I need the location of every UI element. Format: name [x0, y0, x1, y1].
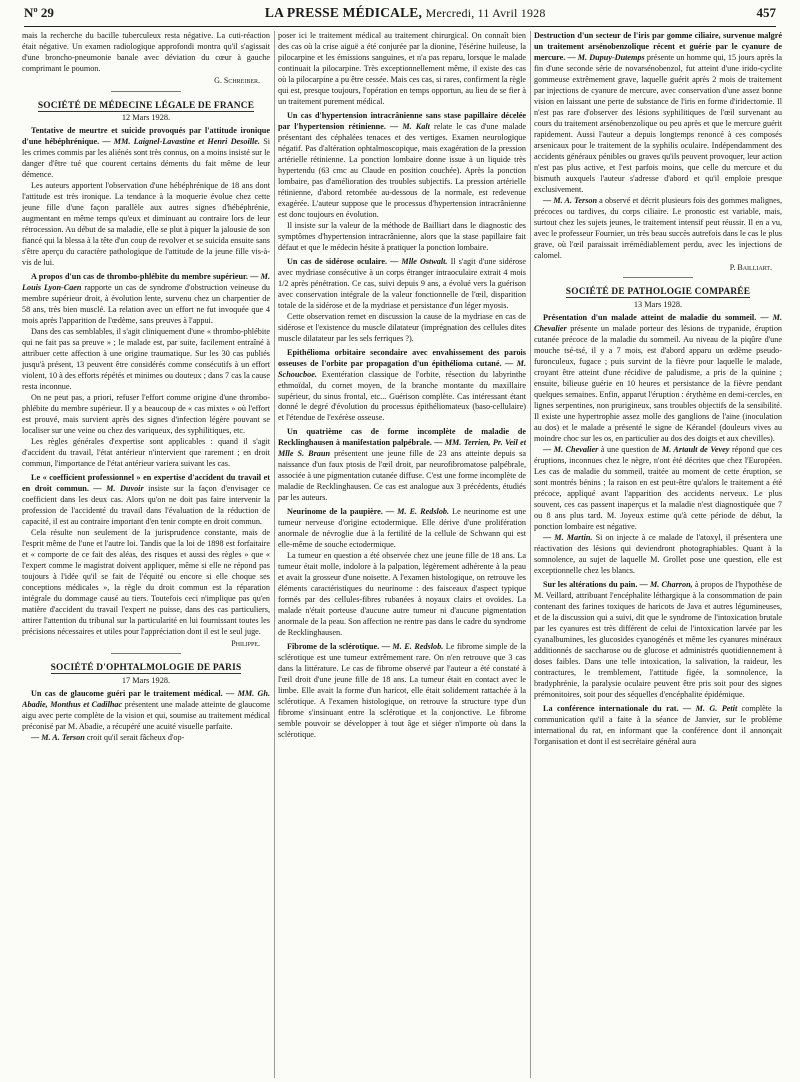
article — [534, 580, 782, 701]
article-text: à propos de l'hypothèse de M. Veillard, attribuant l'encéphalite léthargique à la consommation de pain contenant des farines toxiques de haricots de Java et autres légumineuses, et de la discussion qui a suivi, dit que le syndrome de l'intoxication brutale par les cyanures est très différent de celui de l'intoxication larvée par les cyanalbumines, les glucosides cyanogénés et même les cyanures minéraux additionnés de saccharose ou de glucose et administrés quotidiennement à doses faibles. Dans une telle intoxication, la salivation, la raideur, les contractures, le tremblement, l'attitude figée, la somnolence, la bradyphrénie, la paralysie oculaire peuvent être pris soit pour des signes prémonitoires, soit pour des séquelles d'encéphalite épidémique. — [534, 579, 782, 699]
article — [278, 507, 526, 551]
paragraph: — M. Chevalier à une question de M. Artault de Vevey répond que ces éruptions, inconnues chez le nègre, n'ont été décrites que chez l'Européen. Les cas de maladie du sommeil, traitée au moment de cette éruption, se sont montrés bénins ; la raison en est peut-être qu'alors le traitement a été précoce, appliqué avant l'apparition des accidents nerveux. Le plus souvent, ces cas passent inaperçus et la maladie n'est diagnostiquée que 7 ou 8 ans plus tard. M. Joyeux estime qu'à cette période de début, la ponction lombaire est négative. — [534, 444, 782, 531]
section-date: 17 Mars 1928. — [121, 676, 171, 686]
article-text: rapporte un cas de syndrome d'obstruction veineuse du membre supérieur droit, à évolution lente, survenu chez un charpentier de 58 ans, très bien musclé. La relation avec un effort ne fut invoquée que 4 mois après l'apparition de l'œdème, sans preuves à l'appui. — [22, 283, 270, 326]
article — [534, 31, 782, 196]
page-header — [24, 0, 776, 27]
article-columns — [22, 31, 782, 1078]
paragraph: mais la recherche du bacille tuberculeux resta négative. La cuti-réaction était négative. Un examen radiologique approfondi montra qu'il s'agissait d'une broncho-pneumonie banale avec déviation du cœur à gauche comprimant le poumon. — [22, 31, 270, 73]
section-date: 12 Mars 1928. — [121, 113, 171, 123]
article-authors: — MM. Terrien, Pr. Veil et Mlle S. Braun — [278, 438, 526, 459]
article-text: Exentération classique de l'orbite, résection du labyrinthe ethmoïdal, du cornet moyen, de la branche montante du maxillaire supérieur, du sinus frontal, etc... Guérison complète. Cas intéressant étant donné le degré d'évolution du processus épithéliomateux (baso-cellulaire) et l'étendue de l'exérèse osseuse. — [278, 369, 526, 423]
article-authors: — M. Chevalier — [534, 313, 782, 334]
paragraph: On ne peut pas, a priori, refuser l'effort comme origine d'une thrombo-phlébite du membre supérieur. Il y a beaucoup de « cas mixtes » où l'effort est prouvé, mais survient après des signes d'infection légère pouvant se localiser sur une veine ou chez des variqueux, des syphilitiques, etc. — [22, 393, 270, 435]
section-title: SOCIÉTÉ D'OPHTALMOLOGIE DE PARIS — [50, 663, 242, 674]
article-title: Présentation d'un malade atteint de maladie du sommeil. — [543, 313, 757, 323]
article — [22, 126, 270, 181]
divider — [111, 653, 181, 654]
section-title: SOCIÉTÉ DE MÉDECINE LÉGALE DE FRANCE — [37, 100, 255, 111]
paragraph: — M. A. Terson croit qu'il serait fâcheux d'op- — [31, 733, 185, 743]
article — [534, 313, 782, 445]
article-title: Fibrome de la sclérotique. — [287, 642, 380, 652]
article-text: Le fibrome simple de la sclérotique est une tumeur extrêmement rare. On n'en retrouve que 3 cas dans la littérature. Le cas de fibrome observé par l'auteur a été constaté à l'œil droit d'une jeune fille de 18 ans. La tumeur était en contact avec le limbe. Elle avait la forme d'un haricot, elle était solidement rattachée à la sclérotique. A l'examen histologique, on retrouve la structure type d'un fibrome s'insinuant entre la sclérotique et la conjonctive. Le fibrome semble pouvoir se développer à tout âge et siéger n'importe où dans la sclérotique. — [278, 642, 526, 740]
signature: Philippe. — [231, 638, 260, 648]
article-title: Neurinome de la paupière. — [287, 507, 383, 517]
article-text: complète la communication qu'il a faite à la séance de Janvier, sur le problème international du rat, en informant que la conférence dont il annonçait l'organisation et dont il est secrétaire général aura — [534, 703, 782, 746]
article-authors: — M. Dupuy-Dutemps — [567, 52, 645, 62]
column-3 — [534, 31, 782, 1078]
article-text: insiste sur la façon d'envisager ce coefficient dans les deux cas. Alors qu'on ne doit pas faire intervenir la profession de l'accidenté du travail dans l'évaluation de la réduction de capacité, il est au contraire important d'en tenir compte en droit commun. — [22, 483, 270, 526]
article-authors: — M. Schoucboe. — [278, 358, 526, 379]
article — [22, 689, 270, 733]
paragraph: Cela résulte non seulement de la jurisprudence constante, mais de l'esprit même de l'une et l'autre loi. Tandis que la loi de 1898 est forfaitaire et « comporte de ce fait des aléas, des risques et aussi des règles » que « l'expert comme le magistrat doivent appliquer, même si elle ne répond pas toujours à l'idée qu'il se fait de l'équité ou encore si elle choque ses conceptions médicales », la règle du droit commun est la réparation intégrale du dommage causé au tiers. Toutefois ceci n'implique pas qu'en matière d'accident du travail l'expert ne puisse, dans des cas particuliers, attirer l'attention du tribunal sur la particularité en lui fournissant toutes les précisions nécessaires et utiles pour l'appréciation dont il est le seul juge. — [22, 527, 270, 636]
paragraph: Cette observation remet en discussion la cause de la mydriase en cas de sidérose et l'existence du muscle dilatateur (imprégnation des cellules dites muscle dilatateur par les sels ferriques ?). — [278, 311, 526, 343]
article-authors: — Mlle Ostwalt. — [390, 256, 448, 266]
article-title: A propos d'un cas de thrombo-phlébite du membre supérieur. — [31, 272, 248, 282]
article — [22, 272, 270, 327]
page-number-right: 457 — [756, 5, 776, 20]
paragraph: Dans des cas semblables, il s'agit cliniquement d'une « thrombo-phlébite qui ne fait pas sa preuve » ; le malade est, par suite, facilement entraîné à attribuer cette affection à une origine traumatique. Sur les 30 cas publiés jusqu'à présent, 13 peuvent être considérés comme consécutifs à un effort violent, 10 à des efforts répétés et minimes ou douteux ; dans 7 cas la cause resta inconnue. — [22, 327, 270, 392]
article-authors: — M. Kalt — [390, 121, 430, 131]
article-text: présentent une malade atteinte de glaucome aigu avec perte complète de la vision et qui, soumise au traitement médical préconisé par M. Abadie, a récupéré une acuité visuelle parfaite. — [22, 700, 270, 732]
article-title: Tentative de meurtre et suicide provoqués par l'attitude ironique d'une hébéphrénique. — [22, 126, 270, 147]
article-title: La conférence internationale du rat. — [543, 703, 679, 713]
article-authors: — MM. Laignel-Lavastine et Henri Desoille. — [102, 137, 260, 147]
article-authors: — M. G. Petit — [683, 703, 738, 713]
article-title: Un cas d'hypertension intracrânienne sans stase papillaire décelée par l'hypertension rétinienne. — [278, 110, 526, 131]
article-text: Le neurinome est une tumeur nerveuse d'origine ectodermique. Elle dérive d'une prolifération anormale de névroglie due à la fertilité de la cellule de Schwann qui est elle-même de souche ectodermique. — [278, 507, 526, 550]
article — [278, 642, 526, 741]
divider — [623, 277, 693, 278]
page-number-left: Nº 29 — [24, 5, 54, 20]
paragraph: — M. A. Terson a observé et décrit plusieurs fois des gommes malignes, précoces ou tardives, du corps ciliaire. Le pronostic est variable, mais, surtout chez les sujets jeunes, le traitement intensif peut réussir. Il en a vu, avec le professeur Fournier, un très beau succès autrefois dans le cas le plus grave, où l'œil paraissait irrémédiablement perdu, avec les injections de calomel. — [534, 195, 782, 260]
article-text: relate le cas d'une malade présentant des céphalées tenaces et des vertiges. Examen neurologique négatif. Pas d'altération ophtalmoscopique, mais exagération de la pression artérielle rétinienne. La ponction lombaire donne issue à un liquide très hypertendu (63 cmc au Claude en position couchée). Après la ponction lombaire, pas d'amélioration des troubles subjectifs. La pression artérielle rétinienne, d'abord retombée au-dessous de la normale, est redevenue exagérée. L'auteur suppose que le processus d'hypertension intracrânienne est donc toujours en évolution. — [278, 121, 526, 219]
article-text: présente un homme qui, 15 jours après la fin d'une seconde série de novarsénobenzol, fut atteint d'une irido-cyclite gommeuse extrêmement grave, laquelle guérit après 2 mois de traitement par injections de cyanure de mercure, avec conservation d'une assez bonne vision en laissant une perte de substance de l'iris en forme d'iridectomie. Il n'est pas rare d'observer des lésions syphilitiques de l'œil survenant au cours du traitement arsénobenzolique ou peu après et que le mercure guérit rapidement. Aussi l'auteur a depuis longtemps renoncé à ces composés arsenicaux pour le traitement de la syphilis oculaire. Indépendamment des accidents généraux pénibles ou graves qu'ils peuvent provoquer, leur action n'est pas plus active, et l'est parfois moins, que celle du mercure et du bismuth auxquels l'auteur s'adresse d'abord et qu'il emploie presque exclusivement. — [534, 52, 782, 194]
article-title: Le « coefficient professionnel » en expertise d'accident du travail et en droit commun. — [22, 472, 270, 493]
article-authors: — M. E. Redslob. — [385, 507, 450, 517]
article — [278, 111, 526, 221]
section-date: 13 Mars 1928. — [633, 300, 683, 310]
article-authors: — M. Charron, — [639, 579, 693, 589]
article — [534, 704, 782, 748]
article-authors: — M. Duvoir — [93, 483, 144, 493]
article — [278, 348, 526, 425]
column-rule — [530, 31, 531, 1078]
article-text: présente un malade porteur des lésions de trypanide, éruption cutanée précoce de la maladie du sommeil. Au niveau de la piqûre d'une mouche tsé-tsé, il y a 7 mois, est d'abord apparu un œdème pseudo-furonculeux, fugace ; puis survint de la fièvre pour laquelle le malade, croyant être atteint d'une récidive de paludisme, a pris de la quinine ; ensuite, bilieuse guérie en 10 heures et persistance de la fièvre pendant quelques semaines. Enfin, apparut l'éruption : érythème en demi-cercles, en lignes serpentines, non prurigineux, sans troubles objectifs de la sensibilité. Il existe une hypertrophie assez molle des ganglions de l'aine (inoculation au dos) et le malade a présenté le signe de Kérandel (douleurs vives au moindre choc sur les os, en particulier au dos des doigts et aux chevilles). — [534, 324, 782, 443]
article — [278, 427, 526, 504]
article-text: Si les crimes commis par les aliénés sont très connus, on a moins insisté sur le danger d'être tué que courent certains déments du fait même de leur démence. — [22, 137, 270, 180]
article-authors: — M. E. Redslob. — [381, 642, 444, 652]
article — [22, 473, 270, 528]
article-text: Il s'agit d'une sidérose avec mydriase consécutive à un corps étranger intraoculaire extrait 4 mois 1/2 après pénétration. Ce cas, suivi depuis 9 ans, a évolué vers la guérison avec conservation intégrale de la valeur fonctionnelle de l'œil, disparition totale de la sidérose et de la mydriase et persistance d'un léger myosis. — [278, 256, 526, 310]
article-authors: — MM. Gh. Abadie, Monthus et Cadilhac — [22, 689, 270, 710]
signature: P. Bailliart. — [729, 262, 772, 272]
article-title: Un cas de sidérose oculaire. — [287, 256, 388, 266]
article-title: Un quatrième cas de forme incomplète de maladie de Recklinghausen à manifestation palpébrale. — [278, 427, 526, 448]
article-title: Sur les altérations du pain. — [543, 579, 638, 589]
article-title: Epithélioma orbitaire secondaire avec envahissement des parois osseuses de l'orbite par propagation d'un épithélioma cutané. — [278, 347, 526, 368]
paragraph: — M. Martin. Si on injecte à ce malade de l'atoxyl, il présentera une réactivation des lésions qui deviendront photographiables. Quant à la somnolence, au sujet de laquelle M. Grollet pose une question, elle est exceptionnelle chez les blancs. — [534, 532, 782, 575]
column-rule — [274, 31, 275, 1078]
masthead — [265, 5, 546, 21]
article — [278, 257, 526, 312]
paragraph: Il insiste sur la valeur de la méthode de Bailliart dans le diagnostic des symptômes d'hypertension intracrânienne, alors que la stase papillaire fait défaut et que le médecin hésite à pratiquer la ponction lombaire. — [278, 220, 526, 252]
article-text: présentent une jeune fille de 23 ans atteinte depuis sa naissance d'un faux ptosis de l'œil droit, par neurofibromatose palpébrale, associée à une pigmentation cutanée diffuse. C'est une forme incomplète de maladie de Recklinghausen. Ce cas est analogue aux 3 précédents, étudiés par les auteurs. — [278, 449, 526, 503]
column-1 — [22, 31, 270, 1078]
section-title: SOCIÉTÉ DE PATHOLOGIE COMPARÉE — [565, 287, 751, 298]
paragraph: La tumeur en question a été observée chez une jeune fille de 18 ans. La tumeur était molle, indolore à la palpation, légèrement adhérente à la peau et avait la grosseur d'une noisette. A l'examen histologique, on retrouve les éléments caractéristiques du neurinome : des faisceaux d'aspect typique formés par des cellules-fibres rubanées à noyaux clairs et ovoïdes. La malade n'était porteuse d'aucune autre tumeur ni d'aucune pigmentation anormale de la peau. Son affection ne rentre pas dans le cadre du syndrome de Recklinghausen. — [278, 551, 526, 638]
divider — [111, 91, 181, 92]
signature: G. Schreiber. — [214, 75, 260, 85]
paragraph: poser ici le traitement médical au traitement chirurgical. On connaît bien des cas où la crise aiguë a été conjurée par la dionine, l'ésérine huileuse, la pilocarpine et les émissions sanguines, et n'a pas reparu, lorsque le malade continuait la pilocarpine. Très exceptionnellement même, il existe des cas où la pilocarpine a pu être cessée. Mais ces cas, si rares, confirment la règle qui est, presque toujours, l'opération en temps opportun, au lieu de se fier à un traitement purement médical. — [278, 31, 526, 106]
journal-title: LA PRESSE MÉDICALE, — [264, 5, 423, 20]
issue-date: Mercredi, 11 Avril 1928 — [425, 6, 546, 20]
article-title: Un cas de glaucome guéri par le traitement médical. — [31, 689, 223, 699]
article-authors: — M. Louis Lyon-Caen — [22, 272, 270, 293]
paragraph: Les règles générales d'expertise sont applicables : quand il s'agit d'accident du travail, l'état antérieur n'intervient que rarement ; en droit commun, l'importance de l'état antérieur variera suivant les cas. — [22, 436, 270, 468]
column-2 — [278, 31, 526, 1078]
article-title: Destruction d'un secteur de l'iris par gomme ciliaire, survenue malgré un traitement arsénobenzolique récent et guérie par le cyanure de mercure. — [534, 31, 782, 62]
paragraph: Les auteurs apportent l'observation d'une hébéphrénique de 18 ans dont l'attitude est très ironique. La tendance à la moquerie évolue chez cette jeune fille d'une façon parallèle aux autres signes d'hébéphrénie, augmentant en même temps qu'eux et diminuant au contraire lors de leur rétrocession. Au début de sa maladie, elle se plut à piquer la jalousie de son fiancé qui la blessa à la tête d'un coup de revolver et se suicida ensuite sans s'être aperçu du caractère pathologique de l'attitude de la jeune fille vis-à-vis de lui. — [22, 181, 270, 268]
